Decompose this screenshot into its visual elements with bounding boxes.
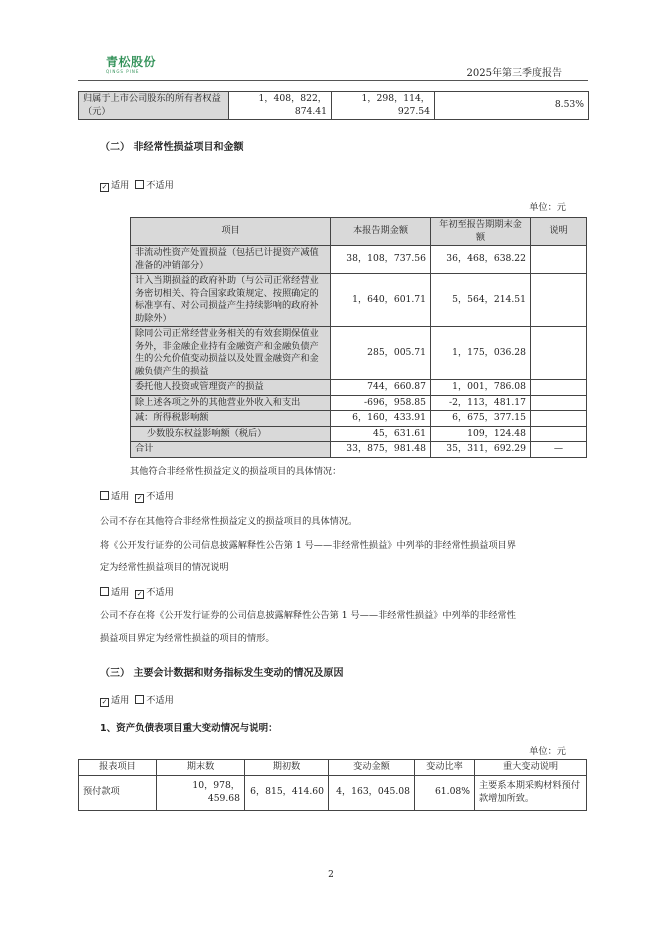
applicability-option-row	[100, 584, 174, 599]
applicable-label: 适用	[111, 491, 130, 502]
equity-change: 8.53%	[435, 92, 589, 120]
row-item: 计入当期损益的政府补助（与公司正常经营业务密切相关、符合国家政策规定、按照确定的标准享有、对公司损益产生持续影响的政府补助除外）	[131, 274, 331, 327]
row-ytd: 35，311，692.29	[431, 442, 531, 458]
balance-sheet-changes-table	[78, 759, 587, 811]
row-note	[531, 246, 587, 274]
row-item: 非流动性资产处置损益（包括已计提资产减值准备的冲销部分）	[131, 246, 331, 274]
row-ratio: 61.08%	[415, 775, 475, 810]
header-divider	[78, 80, 588, 81]
col-header-current: 本报告期金额	[331, 218, 431, 246]
checked-box-icon[interactable]: ✓	[101, 698, 108, 706]
not-applicable-label: 不适用	[146, 491, 174, 502]
applicable-label: 适用	[111, 587, 130, 598]
unchecked-box-icon[interactable]	[135, 695, 144, 704]
table-row	[131, 327, 587, 380]
unit-label: 单位：元	[529, 746, 566, 757]
col-header-ytd: 年初至报告期期末金额	[431, 218, 531, 246]
reclass-title-line1: 将《公开发行证券的公司信息披露解释性公告第 1 号——非经常性损益》中列举的非经常性损益项目界	[100, 540, 516, 551]
row-ytd: -2，113，481.17	[431, 395, 531, 411]
col-header-reason: 重大变动说明	[475, 760, 587, 776]
unchecked-box-icon[interactable]	[100, 587, 109, 596]
not-applicable-label: 不适用	[146, 695, 174, 706]
equity-label: 归属于上市公司股东的所有者权益（元）	[79, 92, 229, 120]
reclass-text-line2: 损益项目界定为经常性损益的项目的情形。	[100, 633, 275, 644]
other-definition-text: 公司不存在其他符合非经常性损益定义的损益项目的具体情况。	[100, 516, 358, 527]
col-header-item: 项目	[131, 218, 331, 246]
table-row	[131, 426, 587, 442]
row-current: 6，160，433.91	[331, 411, 431, 427]
table-row	[131, 380, 587, 396]
row-end: 10，978，459.68	[157, 775, 245, 810]
row-item: 合计	[131, 442, 331, 458]
row-note	[531, 411, 587, 427]
row-item: 委托他人投资或管理资产的损益	[131, 380, 331, 396]
row-ytd: 1，175，036.28	[431, 327, 531, 380]
other-definition-title: 其他符合非经常性损益定义的损益项目的具体情况：	[130, 466, 342, 477]
checked-box-icon[interactable]: ✓	[136, 494, 143, 502]
table-row	[79, 775, 587, 810]
col-header-change: 变动金额	[329, 760, 415, 776]
table-row	[131, 274, 587, 327]
checked-box-icon[interactable]: ✓	[101, 183, 108, 191]
applicability-option-row	[100, 692, 174, 707]
col-header-end: 期末数	[157, 760, 245, 776]
row-note	[531, 395, 587, 411]
row-current: 38，108，737.56	[331, 246, 431, 274]
row-current: 45，631.61	[331, 426, 431, 442]
unchecked-box-icon[interactable]	[100, 491, 109, 500]
row-item: 少数股东权益影响额（税后）	[131, 426, 331, 442]
table-header-row	[131, 218, 587, 246]
unit-label: 单位：元	[529, 202, 566, 213]
row-current: 33，875，981.48	[331, 442, 431, 458]
balance-sheet-subtitle: 1、资产负债表项目重大变动情况与说明：	[100, 723, 278, 734]
row-current: 285，005.71	[331, 327, 431, 380]
row-note	[531, 327, 587, 380]
reclass-title-line2: 定为经常性损益项目的情况说明	[100, 562, 229, 573]
logo-subtext: QINGS PINE	[106, 69, 140, 74]
row-begin: 6，815，414.60	[245, 775, 329, 810]
unchecked-box-icon[interactable]	[135, 180, 144, 189]
row-note: —	[531, 442, 587, 458]
row-item: 减：所得税影响额	[131, 411, 331, 427]
row-ytd: 1，001，786.08	[431, 380, 531, 396]
col-header-begin: 期初数	[245, 760, 329, 776]
row-note	[531, 274, 587, 327]
table-row	[131, 395, 587, 411]
col-header-note: 说明	[531, 218, 587, 246]
equity-current: 1，408，822，874.41	[229, 92, 332, 120]
equity-previous: 1，298，114，927.54	[332, 92, 435, 120]
reclass-text-line1: 公司不存在将《公开发行证券的公司信息披露解释性公告第 1 号——非经常性损益》中列举的非经常性	[100, 610, 516, 621]
row-ytd: 109，124.48	[431, 426, 531, 442]
logo-text: 青松股份	[106, 55, 157, 69]
not-applicable-label: 不适用	[146, 587, 174, 598]
row-item: 除同公司正常经营业务相关的有效套期保值业务外，非金融企业持有金融资产和金融负债产生的公允价值变动损益以及处置金融资产和金融负债产生的损益	[131, 327, 331, 380]
row-current: 744，660.87	[331, 380, 431, 396]
row-current: -696，958.85	[331, 395, 431, 411]
company-logo	[106, 56, 156, 74]
section-2-title: （二） 非经常性损益项目和金额	[100, 142, 244, 153]
row-note	[531, 380, 587, 396]
table-row	[131, 411, 587, 427]
report-title: 2025年第三季度报告	[466, 68, 562, 79]
row-item: 除上述各项之外的其他营业外收入和支出	[131, 395, 331, 411]
not-applicable-label: 不适用	[146, 180, 174, 191]
applicable-label: 适用	[111, 180, 130, 191]
applicability-option-row	[100, 488, 174, 503]
checked-box-icon[interactable]: ✓	[136, 590, 143, 598]
table-header-row	[79, 760, 587, 776]
table-row	[79, 92, 589, 120]
row-item: 预付款项	[79, 775, 157, 810]
row-change: 4，163，045.08	[329, 775, 415, 810]
table-total-row	[131, 442, 587, 458]
applicable-label: 适用	[111, 695, 130, 706]
row-ytd: 36，468，638.22	[431, 246, 531, 274]
non-recurring-table	[130, 217, 587, 458]
table-row	[131, 246, 587, 274]
row-ytd: 6，675，377.15	[431, 411, 531, 427]
row-note	[531, 426, 587, 442]
col-header-item: 报表项目	[79, 760, 157, 776]
applicability-option-row	[100, 177, 174, 192]
row-reason: 主要系本期采购材料预付款增加所致。	[475, 775, 587, 810]
page-number: 2	[328, 870, 334, 880]
equity-table	[78, 91, 589, 120]
row-ytd: 5，564，214.51	[431, 274, 531, 327]
row-current: 1，640，601.71	[331, 274, 431, 327]
section-3-title: （三） 主要会计数据和财务指标发生变动的情况及原因	[100, 668, 344, 679]
col-header-ratio: 变动比率	[415, 760, 475, 776]
